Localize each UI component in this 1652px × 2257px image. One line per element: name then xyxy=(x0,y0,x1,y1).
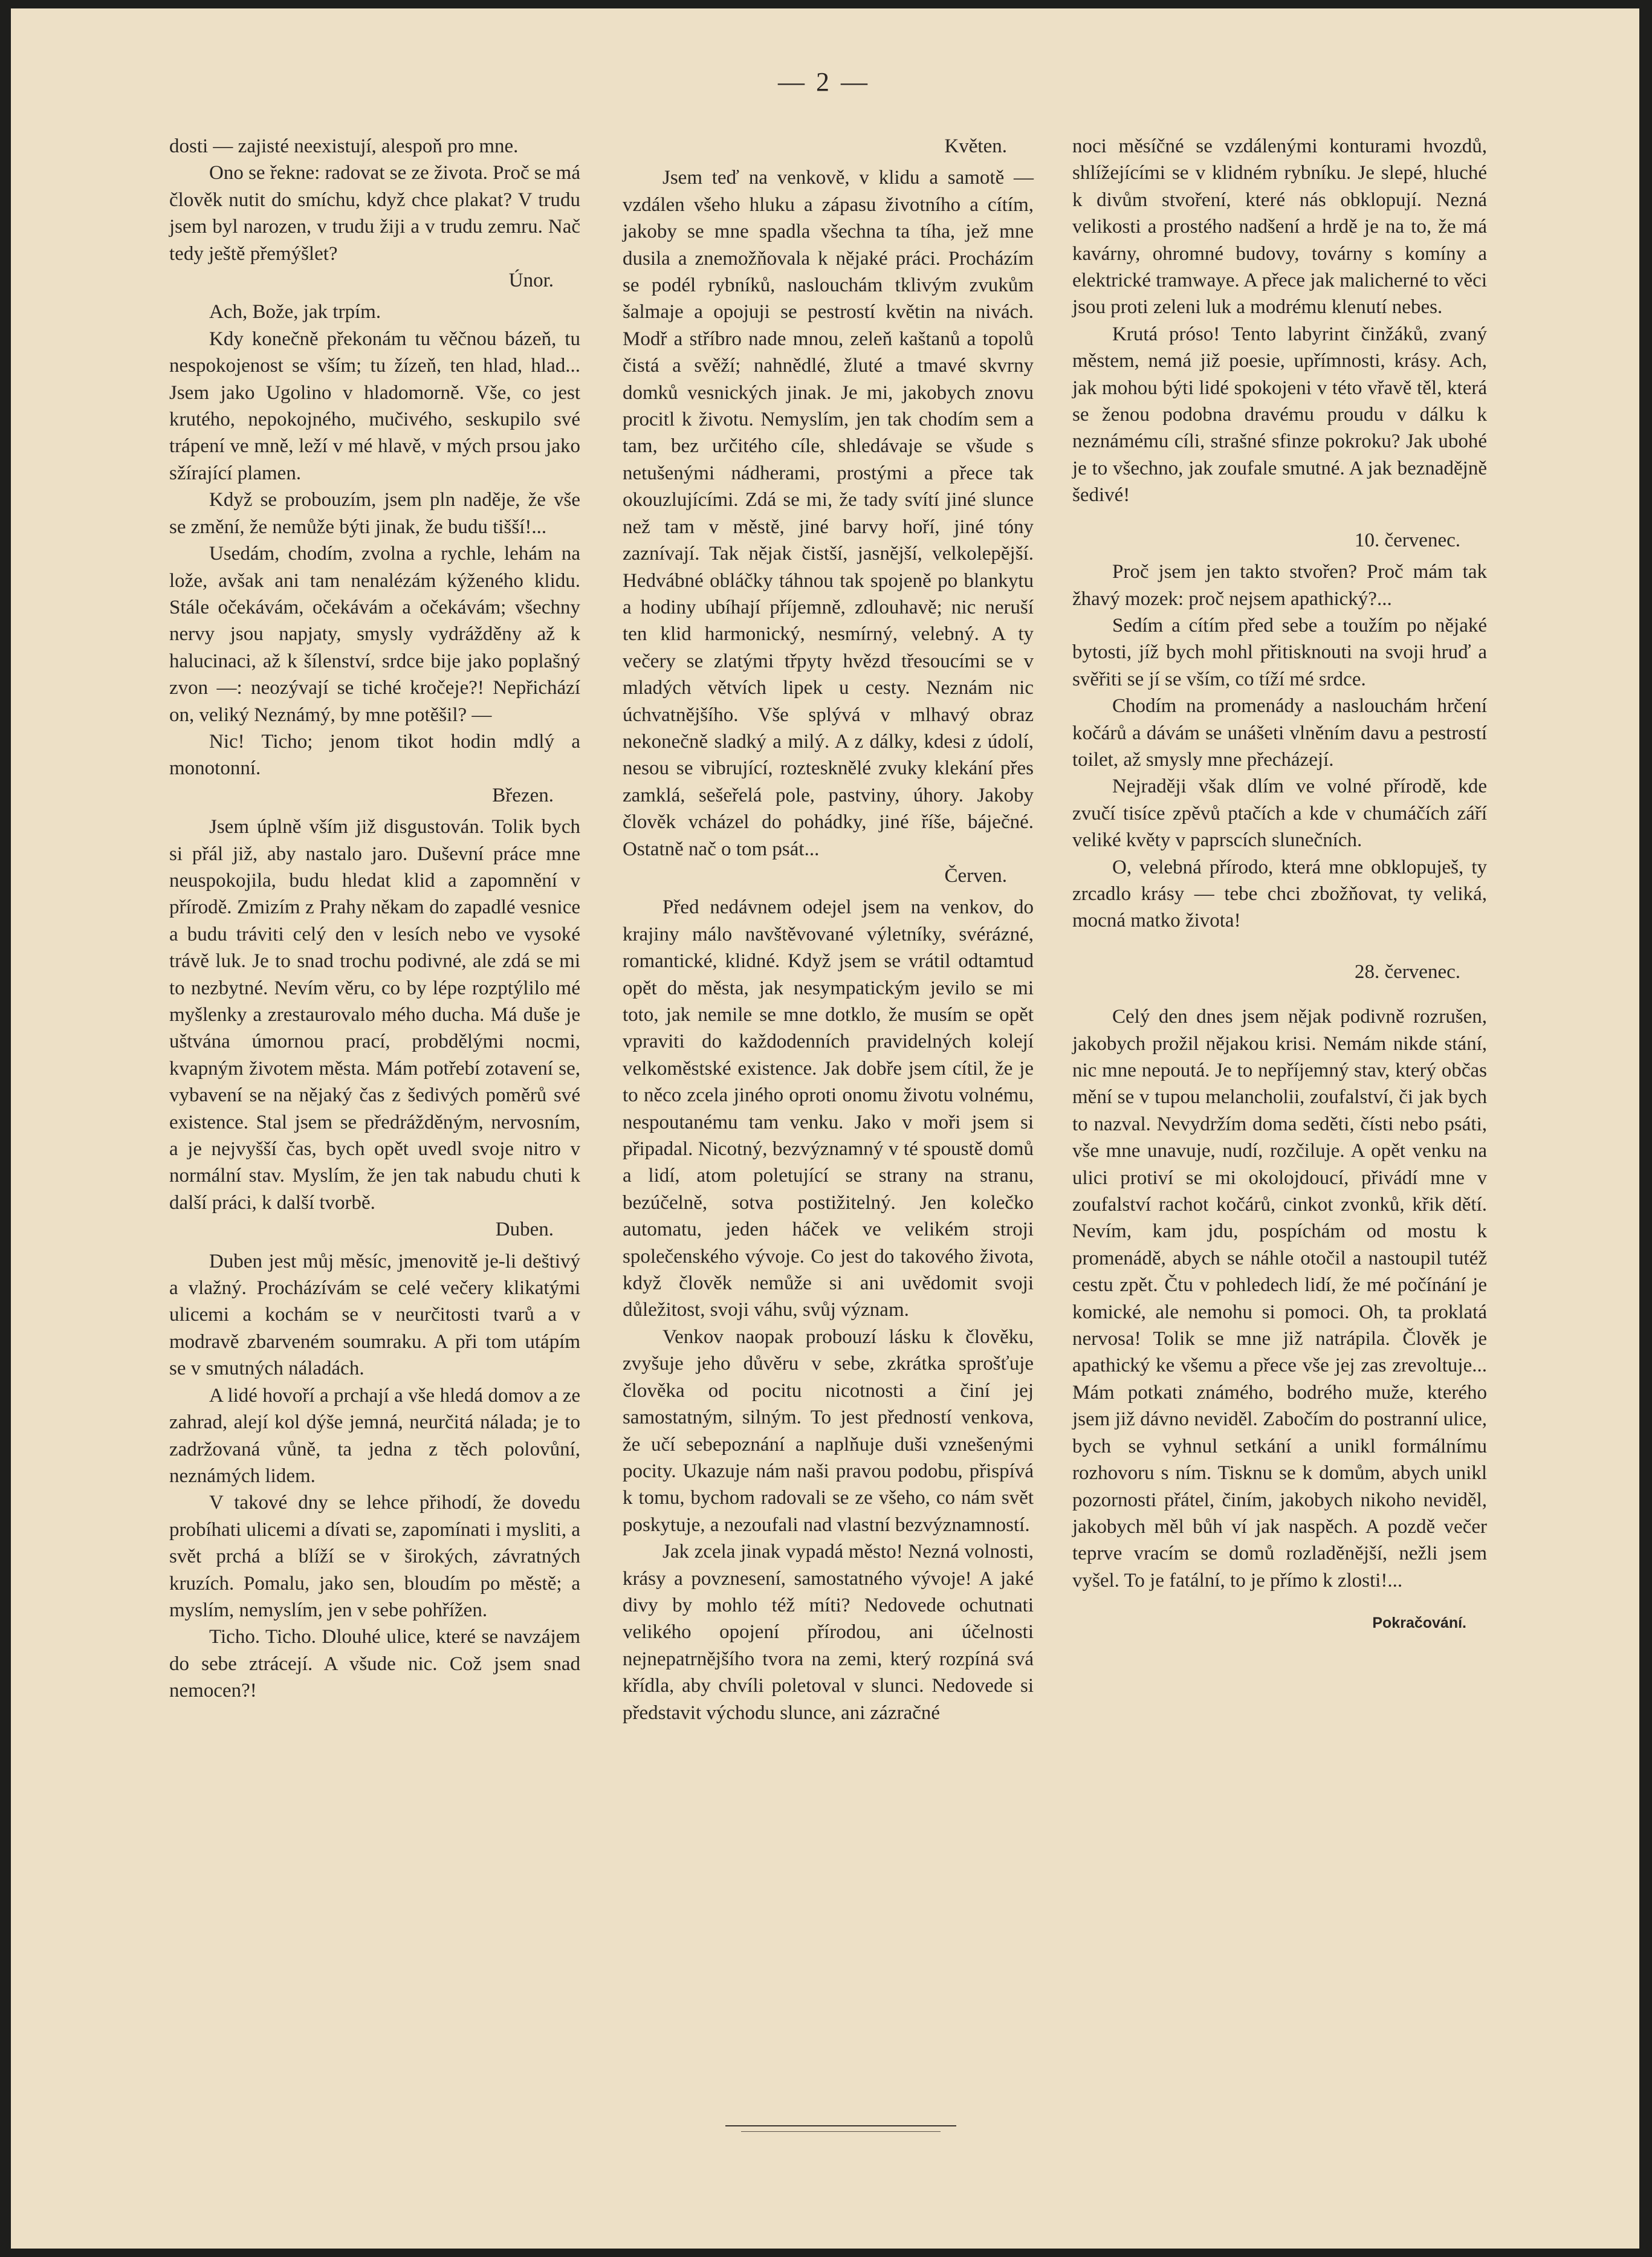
paragraph: Ach, Bože, jak trpím. xyxy=(209,301,381,323)
paragraph: Chodím na promenády a naslouchám hrčení kočárů a dávám se unášeti vlněním davu a pestrostí toilet, až smysly mne přecházejí. xyxy=(1072,695,1487,771)
continuation-note: Pokračování. xyxy=(1372,1614,1466,1632)
paragraph: Usedám, chodím, zvolna a rychle, lehám na lože, avšak ani tam nenalézám kýženého klidu. Stále očekávám, očekávám a očekávám; všechny nervy jsou napjaty, smysly vydrážděny až k halucinaci, až k šílenství, srdce bije jako poplašný zvon —: neozývají se tiché kročeje?! Nepřichází on, veliký Neznámý, by mne potěšil? — xyxy=(169,543,580,726)
paragraph: Ticho. Ticho. Dlouhé ulice, které se navzájem do sebe ztrácejí. A všude nic. Což jsem snad nemocen?! xyxy=(169,1626,580,1702)
paragraph: V takové dny se lehce přihodí, že dovedu probíhati ulicemi a dívati se, zapomínati i mysliti, a svět prchá a blíží se v širokých, závratných kruzích. Pomalu, jako sen, bloudím po městě; a myslím, nemyslím, jen v sebe pohřížen. xyxy=(169,1492,581,1621)
paragraph: Krutá próso! Tento labyrint činžáků, zvaný městem, nemá již poesie, upřímnosti, krásy. Ach, jak mohou býti lidé spokojeni v této vřavě těl, která se ženou podobna dravému proudu v dálku k neznámému cíli, strašné sfinze pokroku? Jak ubohé je to všechno, jak zoufale smutné. A jak beznadějně šedivé! xyxy=(1072,323,1487,507)
paragraph: Sedím a cítím před sebe a toužím po nějaké bytosti, jíž bych mohl přitisknouti na svoji hruď a svěřiti se jí se vším, co tíží mé srdce. xyxy=(1072,614,1487,690)
paragraph: Před nedávnem odejel jsem na venkov, do krajiny málo navštěvované výletníky, svérázné, romantické, klidné. Když jsem se vrátil odtamtud opět do města, jak nesympatickým jevilo se mi toto, jak nemile se mne dotklo, že musím se opět vpraviti do každodenních pravidelných kolejí velkoměstské existence. Jak dobře jsem cítil, že je to něco zcela jiného oproti onomu životu volnému, nespoutanému tam venku. Jako v moři jsem si připadal. Nicotný, bezvýznamný v té spoustě domů a lidí, atom poletující se strany na stranu, bezúčelně, sotva postižitelný. Jen kolečko automatu, jeden háček ve velikém stroji společenského vývoje. Co jest do takového života, když člověk nemůže si ani uvědomit svoji důležitost, svoji váhu, svůj význam. xyxy=(623,896,1034,1321)
paragraph: Jsem teď na venkově, v klidu a samotě — vzdálen všeho hluku a zápasu životního a cítím, jakoby se mne spadla všechna ta tíha, jež mne dusila a znemožňovala k nějaké práci. Procházím se podél rybníků, naslouchám tklivým zvukům šalmaje a opojuji se pestrostí květin na nivách. Modř a stříbro nade mnou, zeleň kaštanů a topolů čistá a svěží; nahnědlé, žluté a tmavé skvrny domků vesnických jinak. Je mi, jakobych znovu procitl k životu. Nemyslím, jen tak chodím sem a tam, bez určitého cíle, shledávaje se všude s netušenými nádherami, prostými a přece tak okouzlujícími. Zdá se mi, že tady svítí jiné slunce než tam v městě, jiné barvy hoří, jiné tóny zaznívají. Tak nějak čistší, jasnější, velkolepější. Hedvábné obláčky táhnou tak spojeně po blankytu a hodiny ubíhají příjemně, zdlouhavě; nic neruší ten klid harmonický, nesmírný, velebný. A ty večery se zlatými třpyty hvězd třesoucími se v mladých větvích lipek u cesty. Neznám nic úchvatnějšího. Vše splývá v mlhavý obraz nekonečně sladký a milý. A z dálky, kdesi z údolí, nesou se vibrující, roztesknělé zvuky klekání přes zamklá, sešeřelá pole, pastviny, úhory. Jakoby člověk vcházel do pohádky, jiné říše, báječné. Ostatně nač o tom psát... xyxy=(623,167,1034,860)
date-heading: 28. červenec. xyxy=(1355,960,1460,983)
date-heading: Březen. xyxy=(492,784,554,806)
paragraph: Venkov naopak probouzí lásku k člověku, zvyšuje jeho důvěru v sebe, zkrátka sprošťuje člověka od pocitu nicotnosti a činí jej samostatným, silným. To jest předností venkova, že učí sebepoznání a naplňuje duši vznešenými pocity. Ukazuje nám naši pravou podobu, přispívá k tomu, bychom radovali se ze všeho, co nám svět poskytuje, a nezoufali nad vlastní bezvýznamností. xyxy=(623,1326,1034,1536)
bottom-rule xyxy=(725,2125,956,2126)
paragraph: Jak zcela jinak vypadá město! Nezná volnosti, krásy a povznesení, samostatného vývoje! A jaké divy by mohlo též míti? Nedovede ochutnati velikého opojení přírodou, ani účelnosti nejnepatrnějšího tvora na zemi, který rozpíná svá křídla, aby chvíli poletoval v slunci. Nedovede si představit východu slunce, ani zázračné xyxy=(623,1541,1034,1724)
paragraph: A lidé hovoří a prchají a vše hledá domov a ze zahrad, alejí kol dýše jemná, neurčitá nálada; je to zadržovaná vůně, ta jedna z těch polovůní, neznámých lidem. xyxy=(169,1384,580,1487)
paragraph: noci měsíčné se vzdálenými konturami hvozdů, shlížejícími se v klidném rybníku. Je slepé, hluché k divům stvoření, které nás obklopují. Nezná velikosti a prostého nadšení a hrdě je na to, že má kavárny, ohromné budovy, továrny s komíny a elektrické tramwaye. A přece jak malicherné to věci jsou proti zeleni luk a modrému klenutí nebes. xyxy=(1072,135,1487,319)
paragraph: Nejraději však dlím ve volné přírodě, kde zvučí tisíce zpěvů ptačích a kde v chumáčích září veliké květy v paprscích slunečních. xyxy=(1072,776,1487,852)
date-heading: Červen. xyxy=(944,864,1007,887)
paragraph: O, velebná přírodo, která mne obklopuješ, ty zrcadlo krásy — tebe chci zbožňovat, ty veliká, mocná matko života! xyxy=(1072,856,1487,932)
date-heading: Květen. xyxy=(944,135,1007,157)
paragraph: Duben jest můj měsíc, jmenovitě je-li deštivý a vlažný. Procházívám se celé večery klikatými ulicemi a kochám se v neurčitosti tvarů a v modravě zbarveném soumraku. A při tom utápím se v smutných náladách. xyxy=(169,1250,580,1380)
newspaper-page xyxy=(11,8,1639,2249)
date-heading: Únor. xyxy=(508,270,554,292)
bottom-rule-thin xyxy=(741,2131,941,2132)
paragraph: Když se probouzím, jsem pln naděje, že vše se změní, že nemůže býti jinak, že budu tišší!... xyxy=(169,489,580,538)
date-heading: 10. červenec. xyxy=(1355,529,1460,551)
column-1 xyxy=(169,133,580,1705)
column-3 xyxy=(1072,133,1487,1637)
column-2 xyxy=(623,133,1034,1726)
paragraph: Nic! Ticho; jenom tikot hodin mdlý a monotonní. xyxy=(169,730,580,780)
date-heading: Duben. xyxy=(495,1219,554,1241)
paragraph: Celý den dnes jsem nějak podivně rozrušen, jakobych prožil nějakou krisi. Nemám nikde stání, nic mne nepoutá. Je to nepříjemný stav, který občas mění se v tupou melancholii, zoufalství, či jak bych to nazval. Nevydržím doma seděti, čísti nebo psáti, vše mne unavuje, nudí, rozčiluje. A opět venku na ulici protiví se mi okolojdoucí, přivádí mne v zoufalství rachot kočárů, cinkot zvonků, křik dětí. Nevím, kam jdu, pospíchám od mostu k promenádě, abych se náhle otočil a nastoupil tutéž cestu zpět. Čtu v pohledech lidí, že mé počínání je komické, ale nemohu si pomoci. Oh, ta proklatá nervosa! Tolik se mne již natrápila. Člověk je apathický ke všemu a přece vše jej zas zrevoltuje... Mám potkati známého, bodrého muže, kterého jsem již dávno neviděl. Zabočím do postranní ulice, bych se vyhnul setkání a unikl formálnímu rozhovoru s ním. Tisknu se k domům, abych unikl pozornosti přátel, činím, jakobych nikoho neviděl, jakobych měl bůh ví jak naspěch. A pozdě večer teprve vracím se domů rozladěnější, nežli jsem vyšel. To je fatální, to je přímo k zlosti!... xyxy=(1072,1006,1487,1592)
paragraph: Proč jsem jen takto stvořen? Proč mám tak žhavý mozek: proč nejsem apathický?... xyxy=(1072,561,1487,610)
paragraph: Jsem úplně vším již disgustován. Tolik bych si přál již, aby nastalo jaro. Duševní práce mne neuspokojila, budu hledat klid a zapomnění v přírodě. Zmizím z Prahy někam do zapadlé vesnice a budu tráviti celý den v lesích nebo ve vysoké trávě luk. Je to snad trochu podivné, ale zdá se mi to nezbytné. Nevím věru, co by lépe rozptýlilo mé myšlenky a zrestaurovalo mého ducha. Má duše je uštvána úmornou prací, probdělými nocmi, kvapným životem města. Mám potřebí zotavení se, vybavení se na nějaký čas z šedivých poměrů své existence. Stal jsem se předrážděným, nervosním, a je nejvyšší čas, bych opět uvedl svoje nitro v normální stav. Myslím, že jen tak nabudu chuti k další práci, k další tvorbě. xyxy=(169,816,580,1214)
paragraph: Ono se řekne: radovat se ze života. Proč se má člověk nutit do smíchu, když chce plakat? V trudu jsem byl narozen, v trudu žiji a v trudu zemru. Nač tedy ještě přemýšlet? xyxy=(169,162,580,265)
paragraph: Kdy konečně překonám tu věčnou bázeň, tu nespokojenost se vším; tu žízeň, ten hlad, hlad... Jsem jako Ugolino v hladomorně. Vše, co jest krutého, nepokojného, mučivého, seskupilo své trápení ve mně, leží v mé hlavě, v mých prsou jako sžírající plamen. xyxy=(169,328,580,484)
page-number: — 2 — xyxy=(778,67,870,97)
paragraph: dosti — zajisté neexistují, alespoň pro mne. xyxy=(169,135,519,157)
